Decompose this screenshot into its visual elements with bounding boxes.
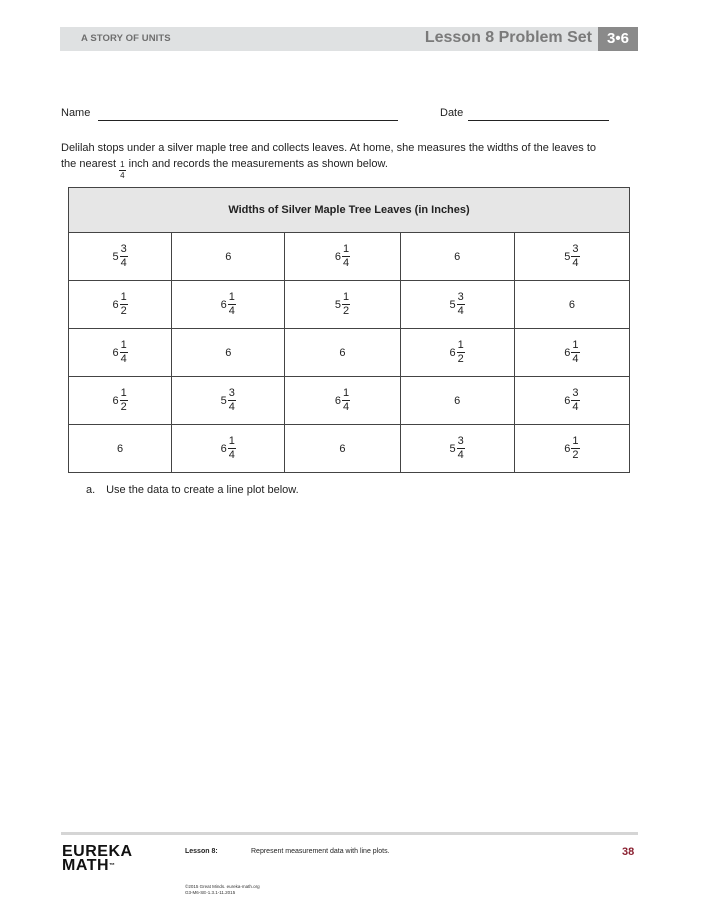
fraction-numerator: 3 (457, 291, 464, 303)
fraction (228, 436, 236, 461)
fraction (571, 388, 579, 413)
fraction-denominator: 4 (228, 305, 235, 317)
question-letter: a. (86, 484, 96, 496)
mixed-number (454, 251, 460, 263)
whole-part: 6 (564, 394, 571, 407)
mixed-number (112, 244, 127, 269)
eureka-math-logo (62, 845, 133, 873)
fraction-numerator: 1 (120, 291, 127, 303)
table-cell (514, 425, 629, 473)
copyright-line-2: G3-M6-SE-1.3.1-11.2015 (185, 890, 236, 895)
mixed-number (117, 443, 123, 455)
name-label: Name (61, 107, 91, 119)
fraction-denominator: 4 (342, 257, 350, 269)
logo-line-2: MATH (62, 857, 110, 874)
prompt-text-before: the nearest (61, 158, 117, 170)
fraction-denominator: 4 (228, 449, 235, 461)
table-cell (400, 377, 514, 425)
whole-part: 6 (220, 442, 227, 455)
whole-part: 6 (454, 394, 461, 407)
whole-part: 6 (568, 298, 575, 311)
mixed-number (450, 436, 465, 461)
footer-description: Represent measurement data with line plots. (251, 848, 390, 855)
mixed-number (225, 347, 231, 359)
whole-part: 6 (112, 298, 119, 311)
fraction-denominator: 4 (457, 449, 464, 461)
fraction-denominator: 4 (120, 353, 127, 365)
question-text: Use the data to create a line plot below. (106, 484, 299, 496)
mixed-number (112, 388, 127, 413)
prompt-fraction (119, 161, 125, 180)
fraction-numerator: 1 (342, 291, 350, 303)
fraction (457, 340, 465, 365)
fraction-numerator: 3 (572, 243, 579, 255)
table-cell (285, 233, 400, 281)
table-row (69, 377, 630, 425)
whole-part: 6 (225, 250, 232, 263)
table-cell (400, 233, 514, 281)
series-title: A STORY OF UNITS (81, 33, 171, 44)
table-cell (514, 329, 629, 377)
table-row (69, 329, 630, 377)
logo-trademark: ™ (109, 863, 116, 869)
prompt-line-2 (61, 154, 388, 180)
copyright-line-1: ©2015 Great Minds. eureka-math.org (185, 884, 260, 889)
table-cell (514, 377, 629, 425)
fraction (571, 244, 579, 269)
table-cell (69, 377, 172, 425)
mixed-number (569, 299, 575, 311)
whole-part: 6 (117, 442, 124, 455)
fraction (120, 292, 128, 317)
table-cell (69, 281, 172, 329)
fraction-denominator: 4 (342, 401, 350, 413)
fraction (228, 388, 236, 413)
fraction-numerator: 1 (572, 435, 579, 447)
whole-part: 6 (339, 346, 346, 359)
whole-part: 6 (334, 394, 341, 407)
fraction-denominator: 2 (457, 353, 464, 365)
problem-prompt (61, 138, 651, 180)
table-cell (285, 281, 400, 329)
fraction-denominator: 4 (228, 401, 235, 413)
fraction-denominator: 4 (572, 401, 579, 413)
leaf-widths-table (68, 187, 630, 473)
copyright (185, 884, 260, 896)
mixed-number (335, 292, 350, 317)
table-cell (172, 233, 285, 281)
fraction (457, 436, 465, 461)
date-label: Date (440, 107, 464, 119)
fraction-numerator: 1 (120, 160, 125, 169)
whole-part: 5 (449, 298, 456, 311)
question-a (86, 484, 299, 496)
table-cell (69, 329, 172, 377)
fraction-numerator: 1 (120, 387, 127, 399)
mixed-number (564, 436, 579, 461)
fraction (342, 292, 350, 317)
mixed-number (564, 340, 579, 365)
fraction-numerator: 3 (572, 387, 579, 399)
footer-lesson: Lesson 8: (185, 848, 218, 855)
table-cell (400, 281, 514, 329)
lesson-title: Lesson 8 Problem Set (424, 29, 592, 46)
whole-part: 6 (334, 250, 341, 263)
table-row (69, 425, 630, 473)
table-cell (172, 329, 285, 377)
prompt-text-after: inch and records the measurements as shown below. (128, 158, 388, 170)
mixed-number (564, 244, 579, 269)
mixed-number (221, 292, 236, 317)
table-cell (172, 377, 285, 425)
whole-part: 6 (220, 298, 227, 311)
mixed-number (335, 388, 350, 413)
table-body (69, 233, 630, 473)
prompt-line-1: Delilah stops under a silver maple tree and collects leaves. At home, she measures the widths of the leaves to (61, 142, 597, 154)
logo-line-1: EUREKA (62, 843, 133, 860)
fraction-numerator: 3 (457, 435, 464, 447)
whole-part: 6 (564, 442, 571, 455)
fraction-denominator: 4 (120, 257, 127, 269)
fraction (342, 388, 350, 413)
page-number: 38 (622, 846, 635, 858)
fraction (120, 340, 128, 365)
fraction (571, 436, 579, 461)
mixed-number (339, 347, 345, 359)
mixed-number (221, 436, 236, 461)
fraction-numerator: 1 (342, 243, 350, 255)
whole-part: 6 (449, 346, 456, 359)
name-field[interactable] (98, 120, 398, 121)
mixed-number (225, 251, 231, 263)
whole-part: 6 (454, 250, 461, 263)
fraction (228, 292, 236, 317)
fraction-numerator: 3 (120, 243, 127, 255)
whole-part: 5 (220, 394, 227, 407)
mixed-number (112, 340, 127, 365)
fraction-numerator: 1 (342, 387, 350, 399)
fraction-numerator: 1 (572, 339, 579, 351)
fraction (120, 388, 128, 413)
fraction-numerator: 1 (120, 339, 127, 351)
whole-part: 6 (225, 346, 232, 359)
table-cell (514, 233, 629, 281)
table-cell (400, 425, 514, 473)
whole-part: 6 (112, 394, 119, 407)
whole-part: 5 (449, 442, 456, 455)
table-title: Widths of Silver Maple Tree Leaves (in Inches) (69, 188, 630, 233)
table-cell (285, 377, 400, 425)
fraction-denominator: 2 (120, 401, 127, 413)
table-cell (285, 425, 400, 473)
mixed-number (339, 443, 345, 455)
fraction-denominator: 4 (120, 171, 125, 180)
footer-divider (61, 832, 638, 835)
table-cell (69, 233, 172, 281)
mixed-number (454, 395, 460, 407)
fraction-denominator: 2 (572, 449, 579, 461)
whole-part: 5 (112, 250, 119, 263)
grade-module-badge: 3•6 (598, 27, 638, 51)
mixed-number (221, 388, 236, 413)
fraction (571, 340, 579, 365)
fraction-numerator: 1 (457, 339, 464, 351)
table-cell (172, 281, 285, 329)
mixed-number (450, 292, 465, 317)
table-row (69, 281, 630, 329)
fraction-denominator: 2 (342, 305, 350, 317)
fraction-denominator: 4 (572, 353, 579, 365)
whole-part: 6 (112, 346, 119, 359)
table-cell (400, 329, 514, 377)
table-cell (514, 281, 629, 329)
fraction (120, 244, 128, 269)
fraction-numerator: 1 (228, 435, 235, 447)
table-cell (172, 425, 285, 473)
whole-part: 6 (564, 346, 571, 359)
mixed-number (112, 292, 127, 317)
whole-part: 6 (339, 442, 346, 455)
fraction-denominator: 4 (572, 257, 579, 269)
table-cell (69, 425, 172, 473)
fraction (457, 292, 465, 317)
mixed-number (450, 340, 465, 365)
fraction-denominator: 2 (120, 305, 127, 317)
mixed-number (564, 388, 579, 413)
table-row (69, 233, 630, 281)
fraction-numerator: 1 (228, 291, 235, 303)
table-cell (285, 329, 400, 377)
fraction-numerator: 3 (228, 387, 235, 399)
whole-part: 5 (334, 298, 341, 311)
fraction-denominator: 4 (457, 305, 464, 317)
date-field[interactable] (468, 120, 609, 121)
fraction (342, 244, 350, 269)
whole-part: 5 (564, 250, 571, 263)
page-header (60, 27, 638, 51)
mixed-number (335, 244, 350, 269)
